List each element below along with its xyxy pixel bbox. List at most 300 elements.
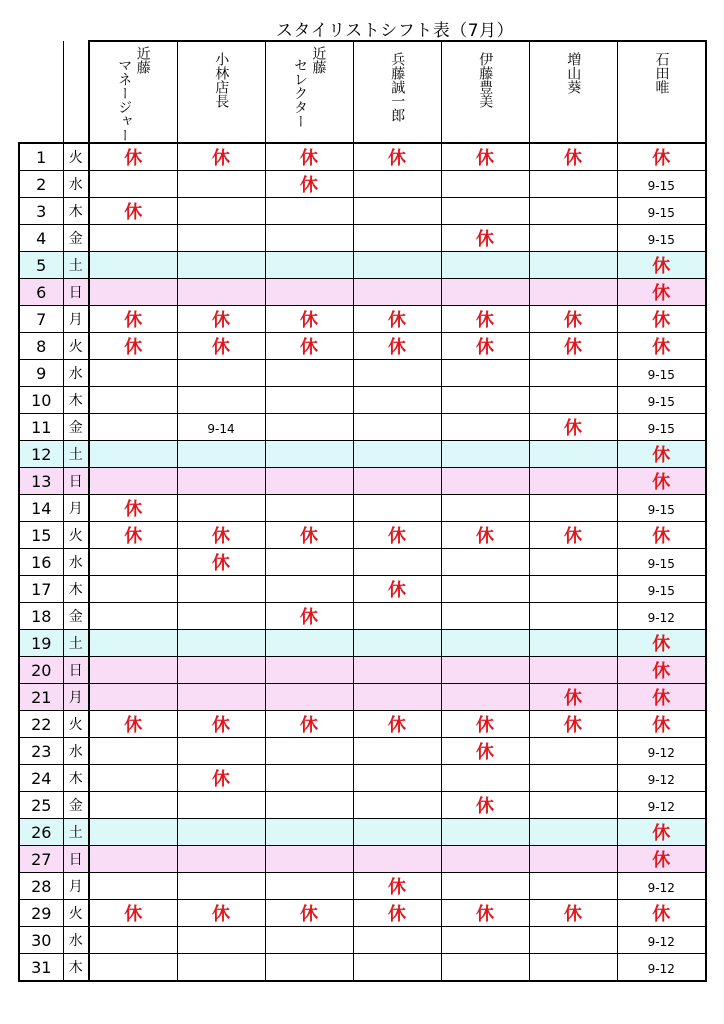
shift-cell[interactable]: [177, 792, 265, 819]
shift-cell[interactable]: [441, 522, 529, 549]
shift-cell[interactable]: [529, 630, 617, 657]
shift-cell[interactable]: [177, 657, 265, 684]
shift-cell[interactable]: [353, 873, 441, 900]
weekday: 土: [63, 441, 89, 468]
shift-cell[interactable]: [177, 198, 265, 225]
shift-cell[interactable]: [441, 657, 529, 684]
shift-cell[interactable]: [441, 792, 529, 819]
schedule-row: [19, 954, 706, 982]
day-off-mark: 休: [212, 337, 230, 358]
shift-cell[interactable]: [89, 792, 177, 819]
shift-cell[interactable]: [353, 765, 441, 792]
shift-cell[interactable]: [617, 630, 706, 657]
shift-cell[interactable]: [617, 873, 706, 900]
shift-cell[interactable]: [177, 441, 265, 468]
shift-cell[interactable]: [353, 441, 441, 468]
shift-cell[interactable]: [529, 252, 617, 279]
shift-cell[interactable]: [529, 765, 617, 792]
day-number: 31: [19, 954, 63, 982]
shift-cell[interactable]: [617, 927, 706, 954]
shift-cell[interactable]: [441, 684, 529, 711]
shift-cell[interactable]: [89, 738, 177, 765]
schedule-row: [19, 441, 706, 468]
shift-cell[interactable]: [617, 603, 706, 630]
shift-cell[interactable]: [177, 333, 265, 360]
shift-cell[interactable]: [89, 819, 177, 846]
weekday: 金: [63, 225, 89, 252]
shift-cell[interactable]: [617, 657, 706, 684]
shift-cell[interactable]: [441, 630, 529, 657]
day-off-mark: 休: [564, 310, 582, 331]
shift-cell[interactable]: [89, 198, 177, 225]
shift-cell[interactable]: [353, 576, 441, 603]
shift-cell[interactable]: [529, 333, 617, 360]
shift-cell[interactable]: [265, 900, 353, 927]
shift-cell[interactable]: [89, 306, 177, 333]
shift-cell[interactable]: [265, 927, 353, 954]
shift-cell[interactable]: [265, 143, 353, 171]
shift-cell[interactable]: [177, 684, 265, 711]
shift-cell[interactable]: [617, 954, 706, 982]
shift-cell[interactable]: [529, 873, 617, 900]
shift-cell[interactable]: [529, 846, 617, 873]
shift-cell[interactable]: [617, 333, 706, 360]
shift-cell[interactable]: [265, 549, 353, 576]
schedule-row: [19, 630, 706, 657]
shift-cell[interactable]: [353, 927, 441, 954]
shift-cell[interactable]: [617, 279, 706, 306]
day-off-mark: 休: [564, 526, 582, 547]
shift-cell[interactable]: [265, 225, 353, 252]
day-off-mark: 休: [476, 742, 494, 763]
shift-cell[interactable]: [89, 143, 177, 171]
shift-cell[interactable]: [441, 279, 529, 306]
shift-cell[interactable]: [265, 333, 353, 360]
shift-cell[interactable]: [265, 684, 353, 711]
shift-cell[interactable]: [353, 414, 441, 441]
shift-cell[interactable]: [353, 225, 441, 252]
shift-cell[interactable]: [177, 927, 265, 954]
day-off-mark: 休: [388, 904, 406, 925]
shift-cell[interactable]: [265, 468, 353, 495]
shift-cell[interactable]: [617, 846, 706, 873]
shift-cell[interactable]: [265, 711, 353, 738]
shift-cell[interactable]: [89, 171, 177, 198]
shift-cell[interactable]: [265, 954, 353, 982]
shift-cell[interactable]: [617, 576, 706, 603]
day-off-mark: 休: [652, 850, 671, 871]
shift-cell[interactable]: [353, 198, 441, 225]
shift-cell[interactable]: [441, 333, 529, 360]
shift-cell[interactable]: [353, 143, 441, 171]
shift-cell[interactable]: [441, 441, 529, 468]
shift-cell[interactable]: [265, 198, 353, 225]
shift-cell[interactable]: [177, 279, 265, 306]
shift-hours: 9-12: [647, 961, 675, 976]
day-off-mark: 休: [652, 526, 671, 547]
shift-cell[interactable]: [353, 171, 441, 198]
shift-cell[interactable]: [177, 306, 265, 333]
shift-cell[interactable]: [265, 414, 353, 441]
shift-cell[interactable]: [441, 819, 529, 846]
shift-cell[interactable]: [89, 765, 177, 792]
shift-cell[interactable]: [177, 738, 265, 765]
shift-cell[interactable]: [265, 630, 353, 657]
shift-cell[interactable]: [617, 495, 706, 522]
day-off-mark: 休: [652, 688, 671, 709]
shift-cell[interactable]: [617, 819, 706, 846]
shift-cell[interactable]: [177, 225, 265, 252]
shift-cell[interactable]: [529, 198, 617, 225]
shift-cell[interactable]: [265, 522, 353, 549]
day-off-mark: 休: [564, 688, 582, 709]
day-off-mark: 休: [300, 310, 318, 331]
shift-cell[interactable]: [529, 657, 617, 684]
shift-cell[interactable]: [89, 414, 177, 441]
shift-cell[interactable]: [353, 846, 441, 873]
shift-cell[interactable]: [89, 360, 177, 387]
shift-cell[interactable]: [89, 576, 177, 603]
shift-cell[interactable]: [529, 495, 617, 522]
shift-cell[interactable]: [265, 441, 353, 468]
weekday: 日: [63, 657, 89, 684]
schedule-row: [19, 900, 706, 927]
shift-cell[interactable]: [441, 360, 529, 387]
shift-hours: 9-14: [207, 421, 235, 436]
shift-cell[interactable]: [265, 387, 353, 414]
day-off-mark: 休: [300, 904, 318, 925]
shift-cell[interactable]: [617, 306, 706, 333]
day-off-mark: 休: [476, 337, 494, 358]
shift-cell[interactable]: [529, 792, 617, 819]
day-number: 23: [19, 738, 63, 765]
shift-cell[interactable]: [441, 927, 529, 954]
schedule-row: [19, 252, 706, 279]
shift-cell[interactable]: [617, 387, 706, 414]
day-off-mark: 休: [476, 148, 494, 169]
shift-cell[interactable]: [617, 143, 706, 171]
shift-cell[interactable]: [265, 765, 353, 792]
shift-cell[interactable]: [353, 306, 441, 333]
schedule-row: [19, 792, 706, 819]
day-off-mark: 休: [300, 526, 318, 547]
day-number: 27: [19, 846, 63, 873]
schedule-row: [19, 927, 706, 954]
shift-cell[interactable]: [617, 360, 706, 387]
shift-cell[interactable]: [529, 522, 617, 549]
shift-cell[interactable]: [89, 333, 177, 360]
day-number: 30: [19, 927, 63, 954]
shift-cell[interactable]: [265, 819, 353, 846]
shift-cell[interactable]: [441, 711, 529, 738]
shift-cell[interactable]: [89, 468, 177, 495]
day-number: 11: [19, 414, 63, 441]
shift-cell[interactable]: [177, 603, 265, 630]
shift-cell[interactable]: [177, 468, 265, 495]
shift-cell[interactable]: [353, 360, 441, 387]
shift-cell[interactable]: [617, 792, 706, 819]
shift-cell[interactable]: [177, 387, 265, 414]
day-number: 13: [19, 468, 63, 495]
shift-cell[interactable]: [177, 360, 265, 387]
page-title: スタイリストシフト表（7月）: [275, 21, 515, 41]
shift-cell[interactable]: [89, 603, 177, 630]
shift-cell[interactable]: [353, 333, 441, 360]
shift-cell[interactable]: [353, 711, 441, 738]
schedule-row: [19, 846, 706, 873]
shift-cell[interactable]: [617, 441, 706, 468]
weekday: 水: [63, 171, 89, 198]
day-off-mark: 休: [652, 823, 671, 844]
shift-cell[interactable]: [529, 711, 617, 738]
shift-cell[interactable]: [529, 387, 617, 414]
shift-table: [18, 40, 707, 982]
shift-cell[interactable]: [265, 306, 353, 333]
schedule-row: [19, 143, 706, 171]
schedule-row: [19, 522, 706, 549]
shift-cell[interactable]: [353, 900, 441, 927]
shift-cell[interactable]: [265, 792, 353, 819]
shift-cell[interactable]: [265, 873, 353, 900]
shift-cell[interactable]: [89, 441, 177, 468]
shift-cell[interactable]: [529, 684, 617, 711]
shift-cell[interactable]: [177, 576, 265, 603]
shift-cell[interactable]: [353, 603, 441, 630]
schedule-row: [19, 819, 706, 846]
shift-hours: 9-15: [647, 367, 675, 382]
shift-cell[interactable]: [441, 765, 529, 792]
shift-cell[interactable]: [353, 387, 441, 414]
shift-cell[interactable]: [617, 468, 706, 495]
day-number: 22: [19, 711, 63, 738]
day-off-mark: 休: [476, 796, 494, 817]
day-off-mark: 休: [124, 337, 143, 358]
shift-cell[interactable]: [89, 954, 177, 982]
shift-cell[interactable]: [441, 549, 529, 576]
shift-cell[interactable]: [177, 900, 265, 927]
shift-cell[interactable]: [617, 765, 706, 792]
shift-cell[interactable]: [177, 143, 265, 171]
shift-cell[interactable]: [441, 954, 529, 982]
shift-cell[interactable]: [617, 900, 706, 927]
shift-cell[interactable]: [441, 171, 529, 198]
shift-cell[interactable]: [529, 171, 617, 198]
shift-cell[interactable]: [529, 900, 617, 927]
weekday: 火: [63, 143, 89, 171]
shift-cell[interactable]: [529, 306, 617, 333]
weekday: 木: [63, 198, 89, 225]
shift-cell[interactable]: [353, 630, 441, 657]
shift-cell[interactable]: [89, 846, 177, 873]
shift-cell[interactable]: [529, 143, 617, 171]
weekday: 木: [63, 765, 89, 792]
shift-cell[interactable]: [441, 738, 529, 765]
shift-cell[interactable]: [529, 927, 617, 954]
shift-cell[interactable]: [529, 738, 617, 765]
shift-cell[interactable]: [89, 252, 177, 279]
shift-cell[interactable]: [265, 279, 353, 306]
day-number: 9: [19, 360, 63, 387]
day-off-mark: 休: [652, 715, 671, 736]
day-off-mark: 休: [212, 769, 230, 790]
shift-cell[interactable]: [177, 495, 265, 522]
shift-cell[interactable]: [617, 171, 706, 198]
shift-cell[interactable]: [441, 468, 529, 495]
day-number: 10: [19, 387, 63, 414]
shift-cell[interactable]: [529, 441, 617, 468]
shift-cell[interactable]: [89, 387, 177, 414]
shift-cell[interactable]: [89, 495, 177, 522]
day-off-mark: 休: [300, 148, 318, 169]
schedule-row: [19, 279, 706, 306]
shift-cell[interactable]: [265, 252, 353, 279]
shift-cell[interactable]: [353, 657, 441, 684]
shift-cell[interactable]: [177, 522, 265, 549]
shift-cell[interactable]: [441, 414, 529, 441]
shift-cell[interactable]: [353, 954, 441, 982]
shift-cell[interactable]: [529, 279, 617, 306]
shift-cell[interactable]: [353, 495, 441, 522]
shift-cell[interactable]: [177, 252, 265, 279]
shift-cell[interactable]: [617, 414, 706, 441]
shift-cell[interactable]: [89, 927, 177, 954]
shift-cell[interactable]: [617, 711, 706, 738]
shift-cell[interactable]: [353, 819, 441, 846]
schedule-row: [19, 306, 706, 333]
day-off-mark: 休: [300, 337, 318, 358]
schedule-row: [19, 198, 706, 225]
shift-cell[interactable]: [353, 252, 441, 279]
day-off-mark: 休: [212, 553, 230, 574]
shift-cell[interactable]: [617, 252, 706, 279]
shift-cell[interactable]: [529, 225, 617, 252]
shift-cell[interactable]: [353, 738, 441, 765]
shift-cell[interactable]: [529, 954, 617, 982]
shift-cell[interactable]: [177, 846, 265, 873]
shift-cell[interactable]: [441, 225, 529, 252]
shift-cell[interactable]: [89, 657, 177, 684]
day-off-mark: 休: [476, 229, 494, 250]
shift-cell[interactable]: [177, 549, 265, 576]
schedule-row: [19, 414, 706, 441]
day-number: 17: [19, 576, 63, 603]
shift-cell[interactable]: [177, 630, 265, 657]
shift-cell[interactable]: [265, 576, 353, 603]
shift-cell[interactable]: [617, 225, 706, 252]
shift-cell[interactable]: [265, 360, 353, 387]
shift-cell[interactable]: [353, 792, 441, 819]
shift-cell[interactable]: [529, 603, 617, 630]
day-number: 3: [19, 198, 63, 225]
shift-cell[interactable]: [265, 657, 353, 684]
shift-cell[interactable]: [441, 603, 529, 630]
shift-cell[interactable]: [353, 684, 441, 711]
shift-cell[interactable]: [177, 765, 265, 792]
shift-cell[interactable]: [441, 198, 529, 225]
shift-cell[interactable]: [529, 576, 617, 603]
weekday: 土: [63, 252, 89, 279]
weekday: 木: [63, 954, 89, 982]
schedule-row: [19, 765, 706, 792]
shift-cell[interactable]: [89, 711, 177, 738]
day-number: 28: [19, 873, 63, 900]
shift-cell[interactable]: [177, 171, 265, 198]
shift-cell[interactable]: [529, 468, 617, 495]
shift-hours: 9-15: [647, 421, 675, 436]
shift-cell[interactable]: [89, 684, 177, 711]
day-off-mark: 休: [476, 904, 494, 925]
shift-cell[interactable]: [441, 306, 529, 333]
shift-cell[interactable]: [89, 630, 177, 657]
weekday: 木: [63, 576, 89, 603]
shift-cell[interactable]: [353, 522, 441, 549]
shift-cell[interactable]: [177, 819, 265, 846]
shift-cell[interactable]: [265, 846, 353, 873]
shift-cell[interactable]: [617, 522, 706, 549]
shift-cell[interactable]: [617, 738, 706, 765]
shift-cell[interactable]: [529, 414, 617, 441]
shift-cell[interactable]: [265, 495, 353, 522]
shift-cell[interactable]: [177, 954, 265, 982]
weekday: 日: [63, 468, 89, 495]
schedule-row: [19, 711, 706, 738]
header-corner-day: [19, 41, 63, 143]
shift-cell[interactable]: [441, 576, 529, 603]
staff-header-2: [177, 41, 265, 143]
staff-name: 近藤: [310, 46, 327, 74]
weekday: 火: [63, 711, 89, 738]
shift-cell[interactable]: [89, 549, 177, 576]
staff-header-3: [265, 41, 353, 143]
shift-cell[interactable]: [529, 549, 617, 576]
shift-cell[interactable]: [353, 279, 441, 306]
shift-cell[interactable]: [441, 495, 529, 522]
shift-cell[interactable]: [89, 873, 177, 900]
shift-cell[interactable]: [89, 900, 177, 927]
shift-cell[interactable]: [441, 252, 529, 279]
shift-cell[interactable]: [441, 143, 529, 171]
shift-cell[interactable]: [441, 900, 529, 927]
shift-cell[interactable]: [265, 738, 353, 765]
shift-cell[interactable]: [177, 414, 265, 441]
shift-hours: 9-15: [647, 583, 675, 598]
shift-cell[interactable]: [441, 387, 529, 414]
schedule-row: [19, 225, 706, 252]
schedule-row: [19, 873, 706, 900]
shift-cell[interactable]: [89, 522, 177, 549]
day-number: 25: [19, 792, 63, 819]
shift-cell[interactable]: [441, 846, 529, 873]
shift-cell[interactable]: [177, 711, 265, 738]
shift-cell[interactable]: [265, 171, 353, 198]
shift-cell[interactable]: [89, 279, 177, 306]
shift-cell[interactable]: [89, 225, 177, 252]
shift-cell[interactable]: [353, 468, 441, 495]
shift-cell[interactable]: [529, 360, 617, 387]
shift-cell[interactable]: [617, 684, 706, 711]
shift-hours: 9-15: [647, 178, 675, 193]
shift-cell[interactable]: [617, 198, 706, 225]
shift-cell[interactable]: [177, 873, 265, 900]
shift-cell[interactable]: [529, 819, 617, 846]
shift-cell[interactable]: [617, 549, 706, 576]
shift-cell[interactable]: [441, 873, 529, 900]
staff-header-7: [617, 41, 706, 143]
schedule-row: [19, 360, 706, 387]
shift-cell[interactable]: [265, 603, 353, 630]
shift-hours: 9-12: [647, 745, 675, 760]
shift-cell[interactable]: [353, 549, 441, 576]
